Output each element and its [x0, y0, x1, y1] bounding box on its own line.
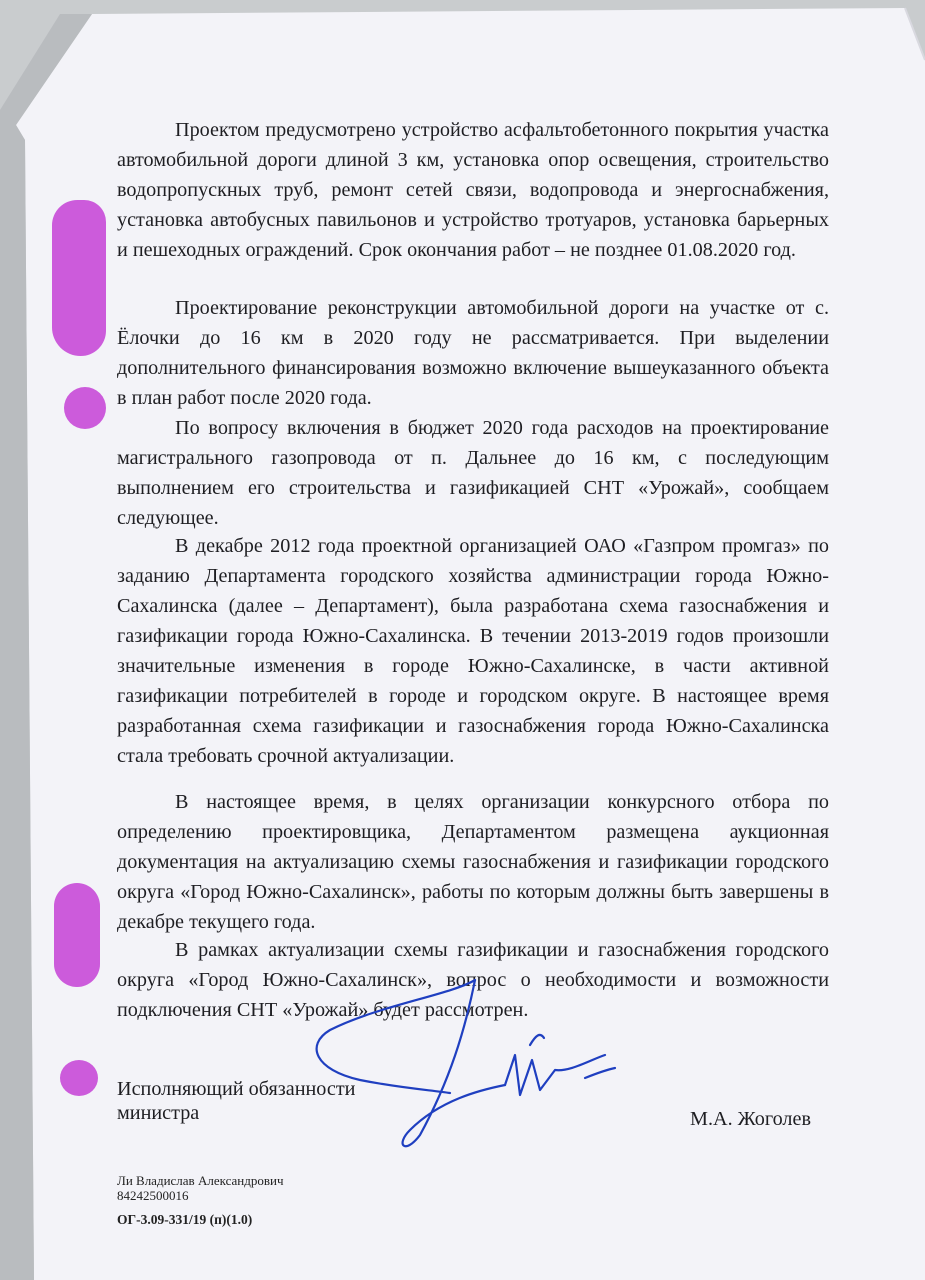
document-code: ОГ-3.09-331/19 (п)(1.0): [117, 1212, 253, 1227]
signatory-name: М.А. Жоголев: [690, 1108, 811, 1130]
paragraph: В рамках актуализации схемы газификации и газоснабжения городского округа «Город Южно-Сахалинск», вопрос о необходимости и возможности подключения СНТ «Урожай» будет рассмотрен.: [117, 939, 829, 1021]
paragraph: Проектирование реконструкции автомобильной дороги на участке от с. Ёлочки до 16 км в 2020 году не рассматривается. При выделении дополнительного финансирования возможно включение вышеуказанного объекта в план работ после 2020 года.: [117, 297, 829, 409]
executor-phone: 84242500016: [117, 1188, 189, 1203]
paragraph: По вопросу включения в бюджет 2020 года расходов на проектирование магистрального газопровода от п. Дальнее до 16 км, с последующим выполнением его строительства и газификацией СНТ «Урожай», сообщаем следующее.: [117, 417, 829, 529]
redaction-mark: [52, 200, 106, 356]
redaction-mark: [64, 387, 106, 429]
paragraph: В настоящее время, в целях организации конкурсного отбора по определению проектировщика, Департаментом размещена аукционная документация на актуализацию схемы газоснабжения и газификации городского округа «Город Южно-Сахалинск», работы по которым должны быть завершены в декабре текущего года.: [117, 791, 829, 933]
executor-name: Ли Владислав Александрович: [117, 1173, 284, 1188]
redaction-mark: [60, 1060, 98, 1096]
signatory-title: Исполняющий обязанности министра: [117, 1078, 356, 1124]
redaction-mark: [54, 883, 100, 987]
paragraph: В декабре 2012 года проектной организацией ОАО «Газпром промгаз» по заданию Департамента городского хозяйства администрации города Южно-Сахалинска (далее – Департамент), была разработана схема газоснабжения и газификации города Южно-Сахалинска. В течении 2013-2019 годов произошли значительные изменения в городе Южно-Сахалинске, в части активной газификации потребителей в городе и городском округе. В настоящее время разработанная схема газификации и газоснабжения города Южно-Сахалинска стала требовать срочной актуализации.: [117, 535, 829, 767]
paragraph: Проектом предусмотрено устройство асфальтобетонного покрытия участка автомобильной дороги длиной 3 км, установка опор освещения, строительство водопропускных труб, ремонт сетей связи, водопровода и энергоснабжения, установка автобусных павильонов и устройство тротуаров, установка барьерных и пешеходных ограждений. Срок окончания работ – не позднее 01.08.2020 год.: [117, 119, 829, 261]
